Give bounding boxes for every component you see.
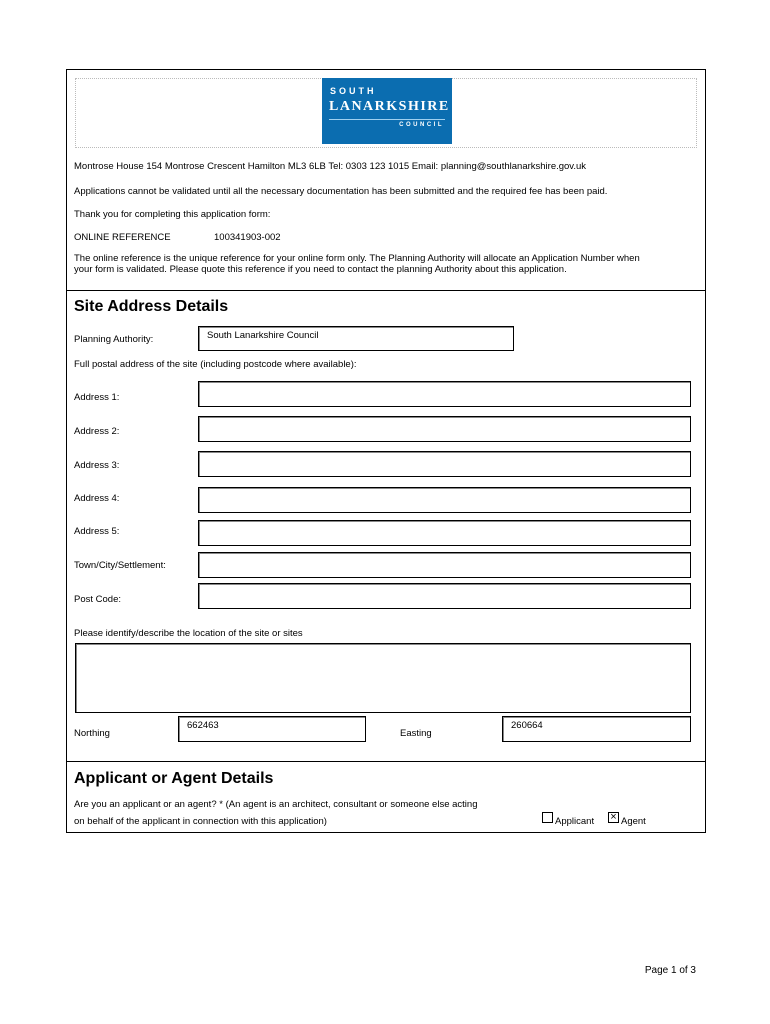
address5-input[interactable] (198, 520, 691, 546)
application-form (66, 69, 706, 833)
address1-label: Address 1: (74, 392, 120, 403)
town-input[interactable] (198, 552, 691, 578)
site-location-textarea[interactable] (75, 643, 691, 713)
planning-authority-field[interactable]: South Lanarkshire Council (198, 326, 514, 351)
postcode-input[interactable] (198, 583, 691, 609)
address3-input[interactable] (198, 451, 691, 477)
address1-input[interactable] (198, 381, 691, 407)
town-label: Town/City/Settlement: (74, 560, 166, 571)
section-title-applicant-agent: Applicant or Agent Details (74, 770, 274, 787)
address5-label: Address 5: (74, 526, 120, 537)
easting-label: Easting (400, 728, 432, 739)
northing-label: Northing (74, 728, 110, 739)
logo-text-lanarkshire: LANARKSHIRE (329, 99, 450, 114)
address2-input[interactable] (198, 416, 691, 442)
agent-checkbox[interactable]: × (608, 812, 619, 823)
validation-note: Applications cannot be validated until all the necessary documentation has been submitted and the required fee has been paid. (74, 186, 608, 197)
address4-label: Address 4: (74, 493, 120, 504)
logo-text-council: COUNCIL (399, 122, 444, 128)
site-address-section (67, 291, 705, 762)
applicant-checkbox[interactable] (542, 812, 553, 823)
site-location-label: Please identify/describe the location of the site or sites (74, 628, 303, 639)
form-header (67, 70, 705, 291)
online-reference-label: ONLINE REFERENCE (74, 232, 171, 243)
postcode-label: Post Code: (74, 594, 121, 605)
thanks-note: Thank you for completing this application form: (74, 209, 271, 220)
reference-note-line1: The online reference is the unique reference for your online form only. The Planning Authority will allocate an Application Number when (74, 253, 640, 264)
agent-option-label: Agent (621, 816, 646, 827)
applicant-agent-section (67, 762, 705, 832)
planning-authority-label: Planning Authority: (74, 334, 154, 345)
council-logo (322, 78, 452, 144)
logo-rule (329, 119, 445, 120)
applicant-question-line2: on behalf of the applicant in connection with this application) (74, 816, 327, 827)
northing-input[interactable]: 662463 (178, 716, 366, 742)
address2-label: Address 2: (74, 426, 120, 437)
page-number: Page 1 of 3 (644, 965, 696, 976)
applicant-option-label: Applicant (555, 816, 595, 827)
council-contact: Montrose House 154 Montrose Crescent Hamilton ML3 6LB Tel: 0303 123 1015 Email: planning@southlanarkshire.gov.uk (74, 161, 587, 172)
postal-address-note: Full postal address of the site (including postcode where available): (74, 359, 357, 370)
applicant-question-line1: Are you an applicant or an agent? * (An agent is an architect, consultant or someone else acting (74, 799, 478, 810)
address4-input[interactable] (198, 487, 691, 513)
address3-label: Address 3: (74, 460, 120, 471)
logo-text-south: SOUTH (330, 86, 377, 96)
reference-note-line2: your form is validated. Please quote this reference if you need to contact the planning Authority about this application. (74, 264, 567, 275)
section-title-site-address: Site Address Details (74, 298, 229, 315)
easting-input[interactable]: 260664 (502, 716, 691, 742)
online-reference-value: 100341903-002 (214, 232, 281, 243)
